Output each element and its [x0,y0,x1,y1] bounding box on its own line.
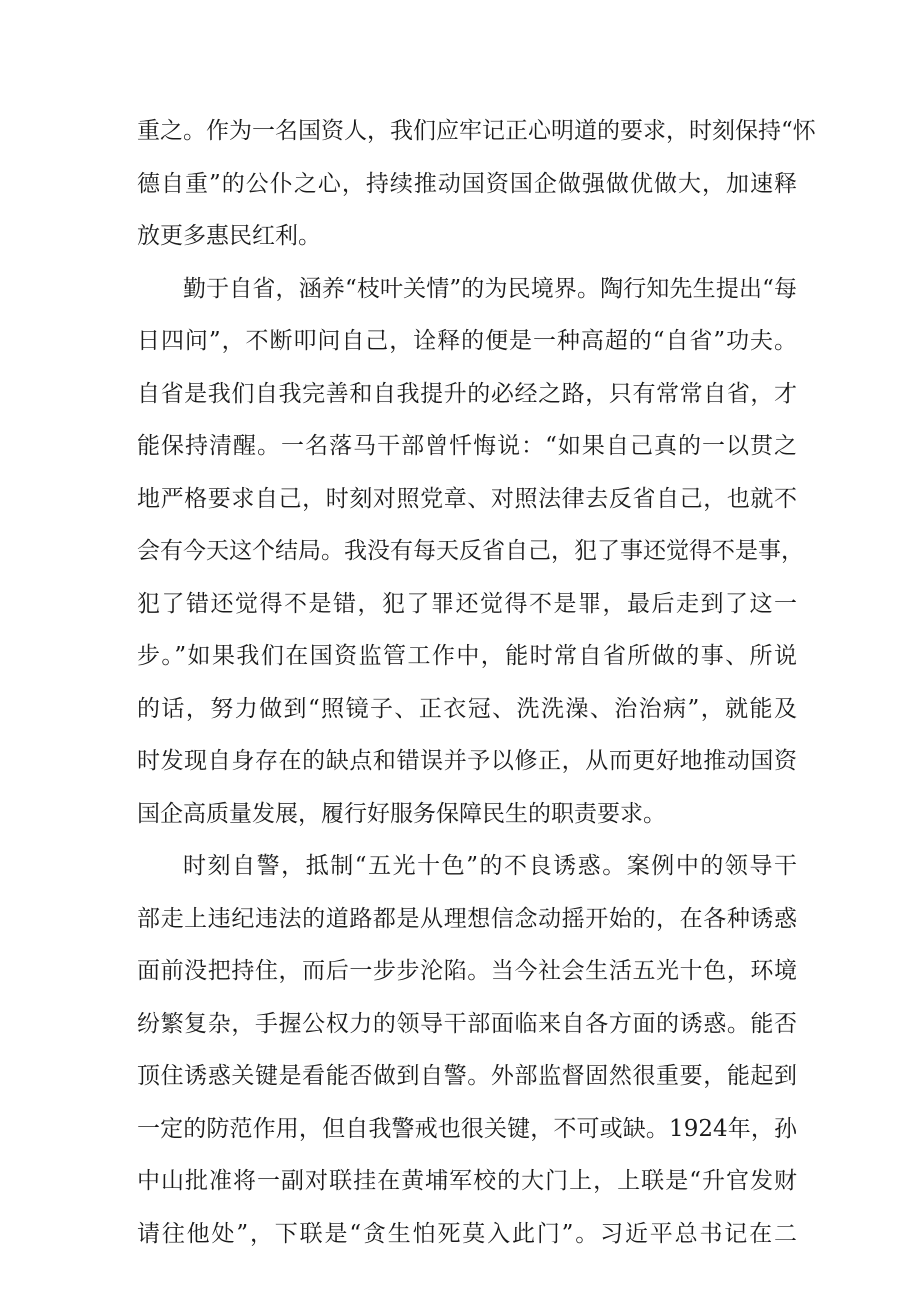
text-line: 面前没把持住，而后一步步沦陷。当今社会生活五光十色，环境 [137,958,797,984]
text-line: 自省是我们自我完善和自我提升的必经之路，只有常常自省，才 [137,380,797,407]
text-line: 顶住诱惑关键是看能否做到自警。外部监督固然很重要，能起到 [137,1063,797,1089]
text-line: 纷繁复杂，手握公权力的领导干部面临来自各方面的诱惑。能否 [137,1010,797,1037]
text-line: 德自重”的公仆之心，持续推动国资国企做强做优做大，加速释 [137,170,797,197]
text-line: 犯了错还觉得不是错，犯了罪还觉得不是罪，最后走到了这一 [137,590,797,617]
text-line: 一定的防范作用，但自我警戒也很关键，不可或缺。1924年，孙 [137,1115,797,1142]
text-line: 步。”如果我们在国资监管工作中，能时常自省所做的事、所说 [137,643,797,669]
text-line: 能保持清醒。一名落马干部曾忏悔说：“如果自己真的一以贯之 [137,433,797,459]
text-line: 重之。作为一名国资人，我们应牢记正心明道的要求，时刻保持“怀 [137,118,816,144]
text-line: 放更多惠民红利。 [137,223,321,249]
text-line: 时刻自警，抵制“五光十色”的不良诱惑。案例中的领导干 [183,853,797,879]
text-line: 时发现自身存在的缺点和错误并予以修正，从而更好地推动国资 [137,748,797,774]
text-line: 部走上违纪违法的道路都是从理想信念动摇开始的，在各种诱惑 [137,905,797,932]
text-line: 会有今天这个结局。我没有每天反省自己，犯了事还觉得不是事， [137,538,804,564]
text-line: 请往他处”，下联是“贪生怕死莫入此门”。习近平总书记在二 [137,1220,797,1247]
body-text [137,105,816,1260]
text-line: 日四问”，不断叩问自己，诠释的便是一种高超的“自省”功夫。 [137,328,797,354]
text-line: 的话，努力做到“照镜子、正衣冠、洗洗澡、治治病”，就能及 [137,695,797,722]
text-line: 勤于自省，涵养“枝叶关情”的为民境界。陶行知先生提出“每 [183,275,797,302]
text-line: 国企高质量发展，履行好服务保障民生的职责要求。 [137,800,666,827]
text-line: 地严格要求自己，时刻对照党章、对照法律去反省自己，也就不 [137,485,797,512]
text-line: 中山批准将一副对联挂在黄埔军校的大门上，上联是“升官发财 [137,1168,797,1194]
